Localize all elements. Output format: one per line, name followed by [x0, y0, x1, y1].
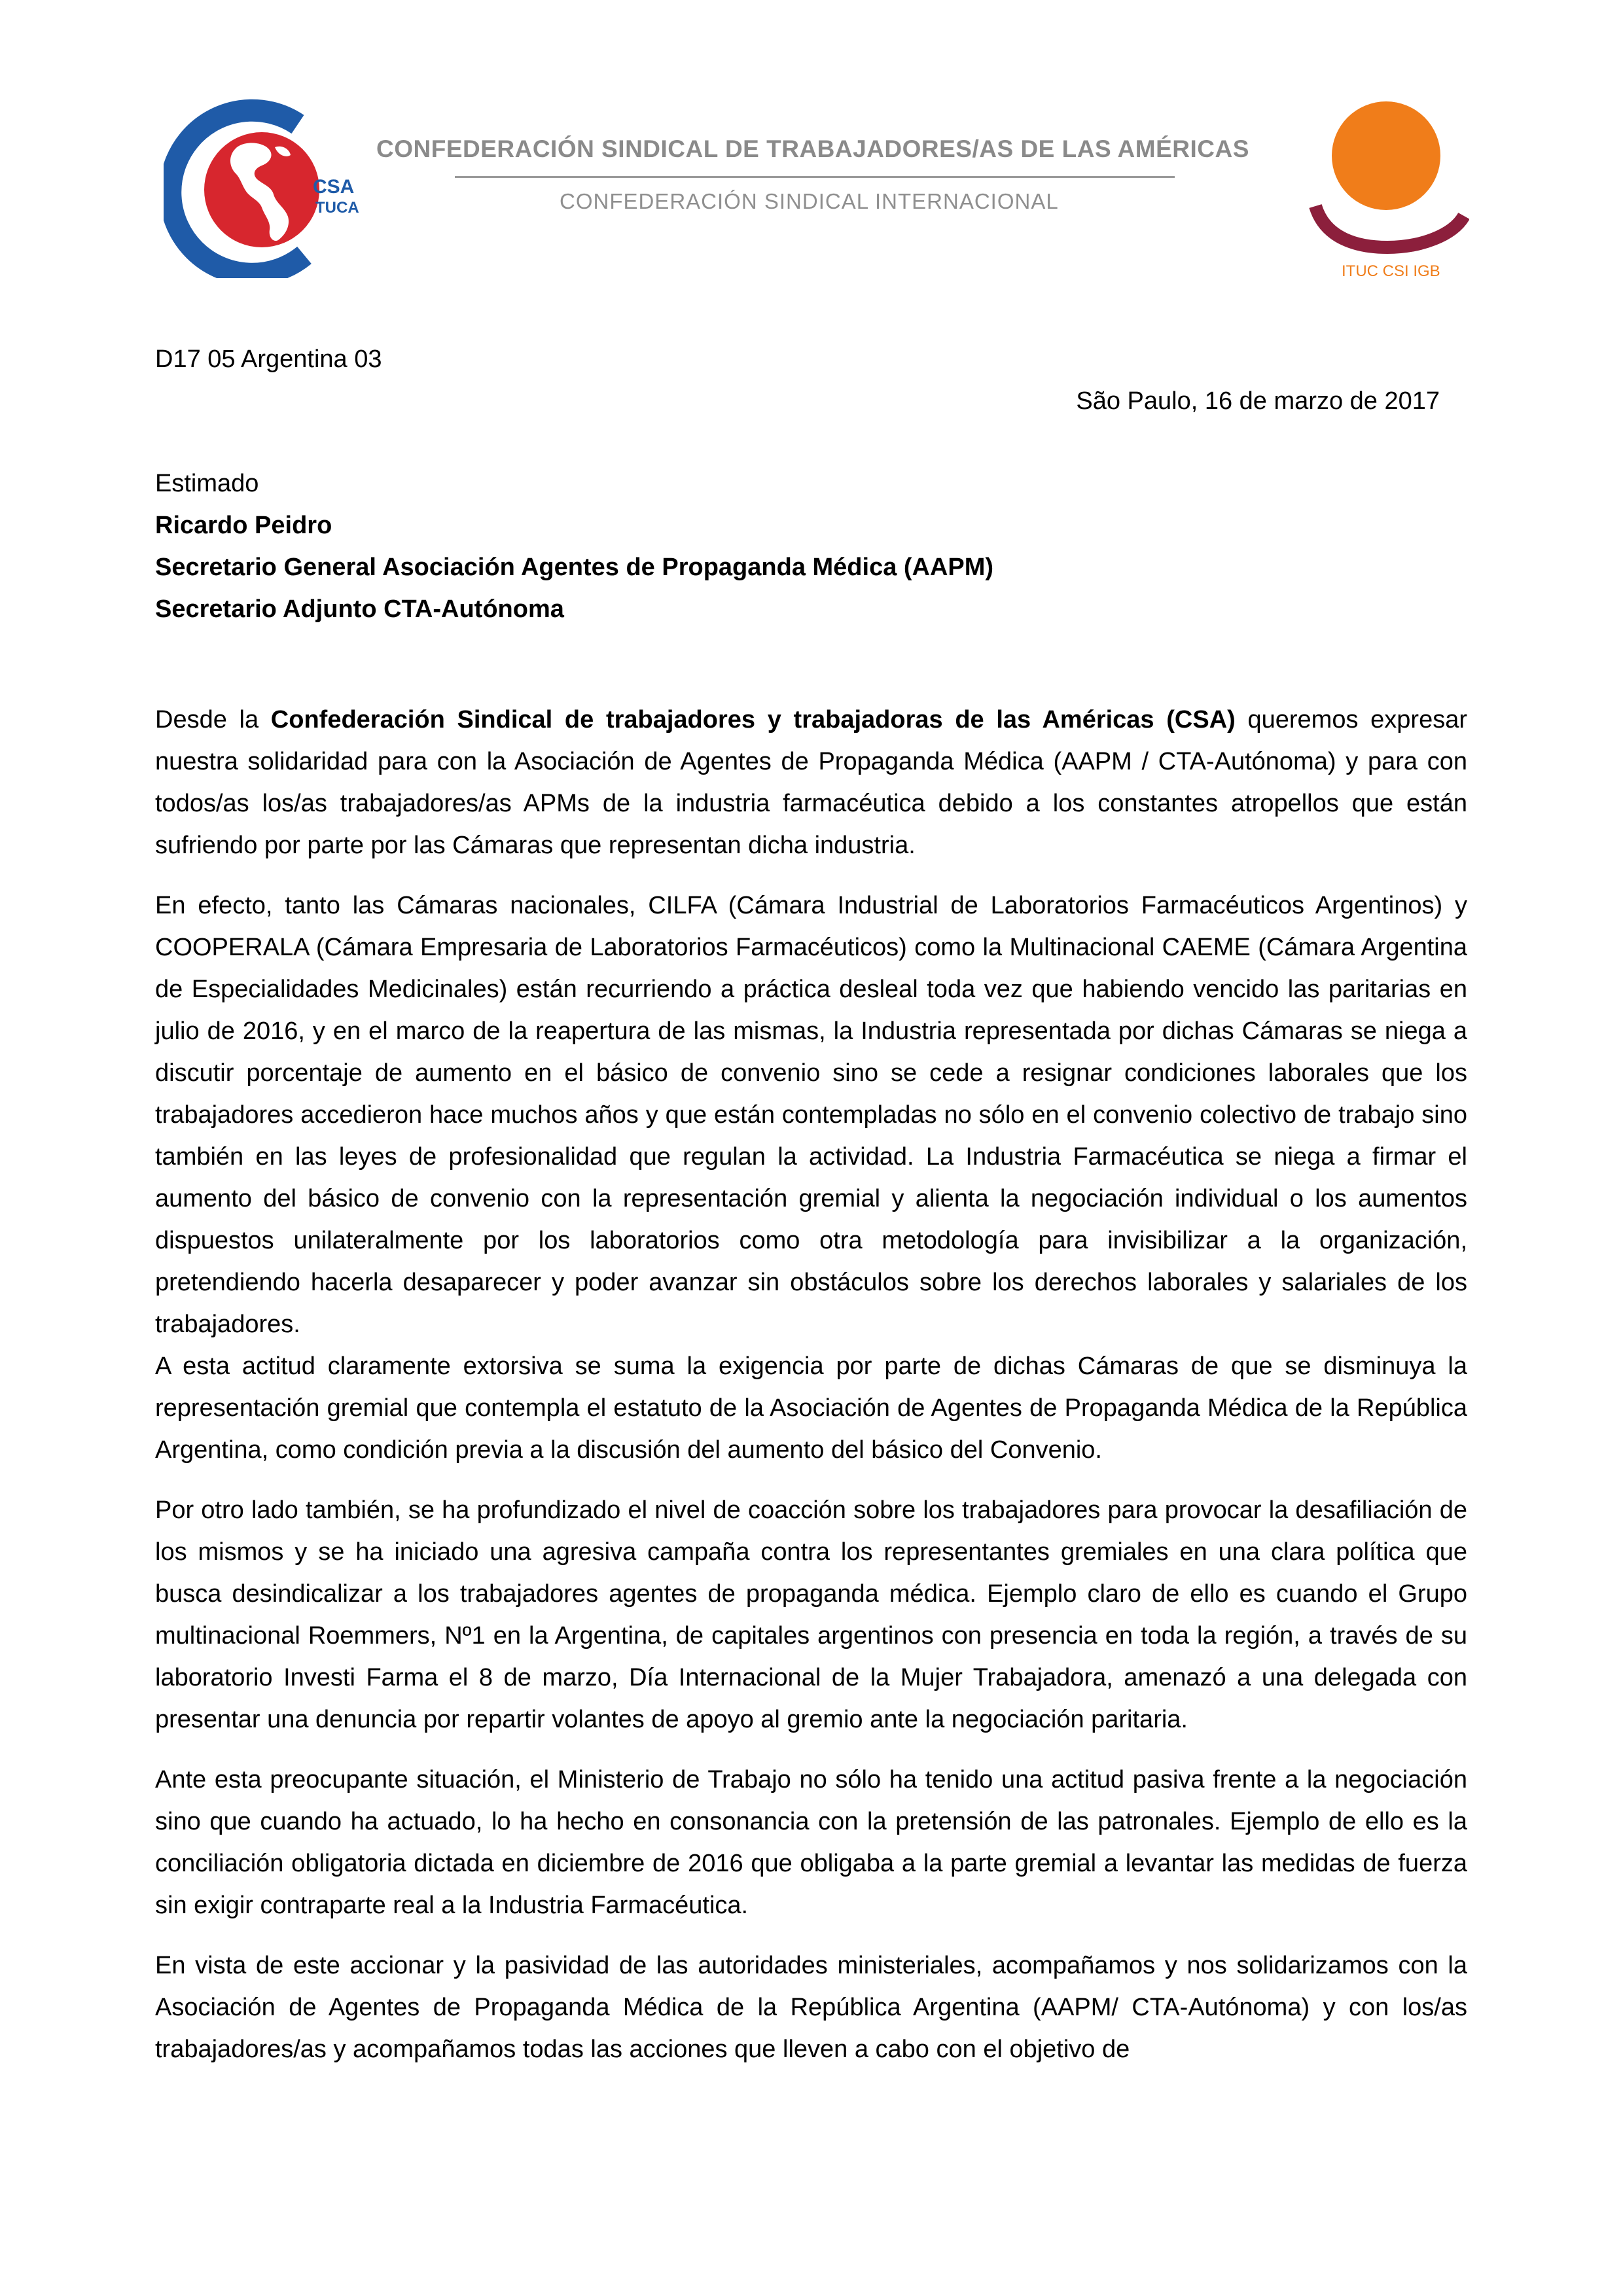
- tuca-logo-text: TUCA: [315, 199, 359, 217]
- paragraph-2: En efecto, tanto las Cámaras nacionales, CILFA (Cámara Industrial de Laboratorios Farmacéuticos Argentinos) y COOPERALA (Cámara Empresaria de Laboratorios Farmacéuticos) como la Multinacional CAEME (Cámara Argentina de Especialidades Medicinales) están recurriendo a práctica desleal toda vez que habiendo vencido las paritarias en julio de 2016, y en el marco de la reapertura de las mismas, la Industria representada por dichas Cámaras se niega a discutir porcentaje de aumento en el básico de convenio sino se cede a resignar condiciones laborales que los trabajadores accedieron hace muchos años y que están contempladas no sólo en el convenio colectivo de trabajo sino también en las leyes de profesionalidad que regulan la actividad. La Industria Farmacéutica se niega a firmar el aumento del básico de convenio con la representación gremial y alienta la negociación individual o los aumentos dispuestos unilateralmente por los laboratorios como otra metodología para invisibilizar a la organización, pretendiendo hacerla desaparecer y poder avanzar sin obstáculos sobre los derechos laborales y salariales de los trabajadores.: [155, 892, 1467, 1338]
- ituc-logo-swoosh: [1315, 206, 1464, 247]
- recipient-title-2: Secretario Adjunto CTA-Autónoma: [155, 595, 564, 623]
- letterhead-divider: [455, 176, 1175, 178]
- recipient-title-1: Secretario General Asociación Agentes de Propaganda Médica (AAPM): [155, 554, 994, 581]
- ituc-logo-text: ITUC CSI IGB: [1342, 262, 1440, 280]
- organization-name: CONFEDERACIÓN SINDICAL DE TRABAJADORES/AS DE LAS AMÉRICAS: [376, 135, 1249, 162]
- recipient-block: [155, 463, 993, 630]
- ituc-logo-circle: [1332, 101, 1440, 210]
- document-reference: D17 05 Argentina 03: [155, 345, 382, 373]
- paragraph-4: Por otro lado también, se ha profundizado el nivel de coacción sobre los trabajadores para provocar la desafiliación de los mismos y se ha iniciado una agresiva campaña contra los representantes gremiales en una clara política que busca desindicalizar a los trabajadores agentes de propaganda médica. Ejemplo claro de ello es cuando el Grupo multinacional Roemmers, Nº1 en la Argentina, de capitales argentinos con presencia en toda la región, a través de su laboratorio Investi Farma el 8 de marzo, Día Internacional de la Mujer Trabajadora, amenazó a una delegada con presentar una denuncia por repartir volantes de apoyo al gremio ante la negociación paritaria.: [155, 1496, 1467, 1733]
- place-and-date: São Paulo, 16 de marzo de 2017: [1076, 387, 1440, 415]
- salutation: Estimado: [155, 470, 259, 497]
- paragraph-5: Ante esta preocupante situación, el Ministerio de Trabajo no sólo ha tenido una actitud pasiva frente a la negociación sino que cuando ha actuado, lo ha hecho en consonancia con la pretensión de las patronales. Ejemplo de ello es la conciliación obligatoria dictada en diciembre de 2016 que obligaba a la parte gremial a levantar las medidas de fuerza sin exigir contraparte real a la Industria Farmacéutica.: [155, 1766, 1467, 1919]
- csa-tuca-logo: [164, 95, 373, 278]
- paragraph-1-start: Desde la: [155, 706, 271, 733]
- paragraph-1: [155, 699, 1467, 866]
- letter-body: [155, 699, 1467, 2089]
- organization-subtitle: CONFEDERACIÓN SINDICAL INTERNACIONAL: [560, 189, 1059, 213]
- paragraph-1-end: queremos expresar nuestra solidaridad para con la Asociación de Agentes de Propaganda Médica (AAPM / CTA-Autónoma) y para con todos/as los/as trabajadores/as APMs de la industria farmacéutica debido a los constantes atropellos que están sufriendo por parte por las Cámaras que representan dicha industria.: [155, 706, 1467, 859]
- paragraph-1-bold: Confederación Sindical de trabajadores y trabajadoras de las Américas (CSA): [270, 706, 1236, 733]
- recipient-name: Ricardo Peidro: [155, 512, 332, 539]
- paragraph-3: A esta actitud claramente extorsiva se suma la exigencia por parte de dichas Cámaras de que se disminuya la representación gremial que contempla el estatuto de la Asociación de Agentes de Propaganda Médica de la República Argentina, como condición previa a la discusión del aumento del básico del Convenio.: [155, 1352, 1467, 1464]
- ituc-logo: [1306, 98, 1469, 288]
- letterhead: [164, 95, 1472, 285]
- paragraph-6: En vista de este accionar y la pasividad de las autoridades ministeriales, acompañamos y nos solidarizamos con la Asociación de Agentes de Propaganda Médica de la República Argentina (AAPM/ CTA-Autónoma) y con los/as trabajadores/as y acompañamos todas las acciones que lleven a cabo con el objetivo de: [155, 1952, 1467, 2063]
- csa-logo-text: CSA: [313, 176, 355, 198]
